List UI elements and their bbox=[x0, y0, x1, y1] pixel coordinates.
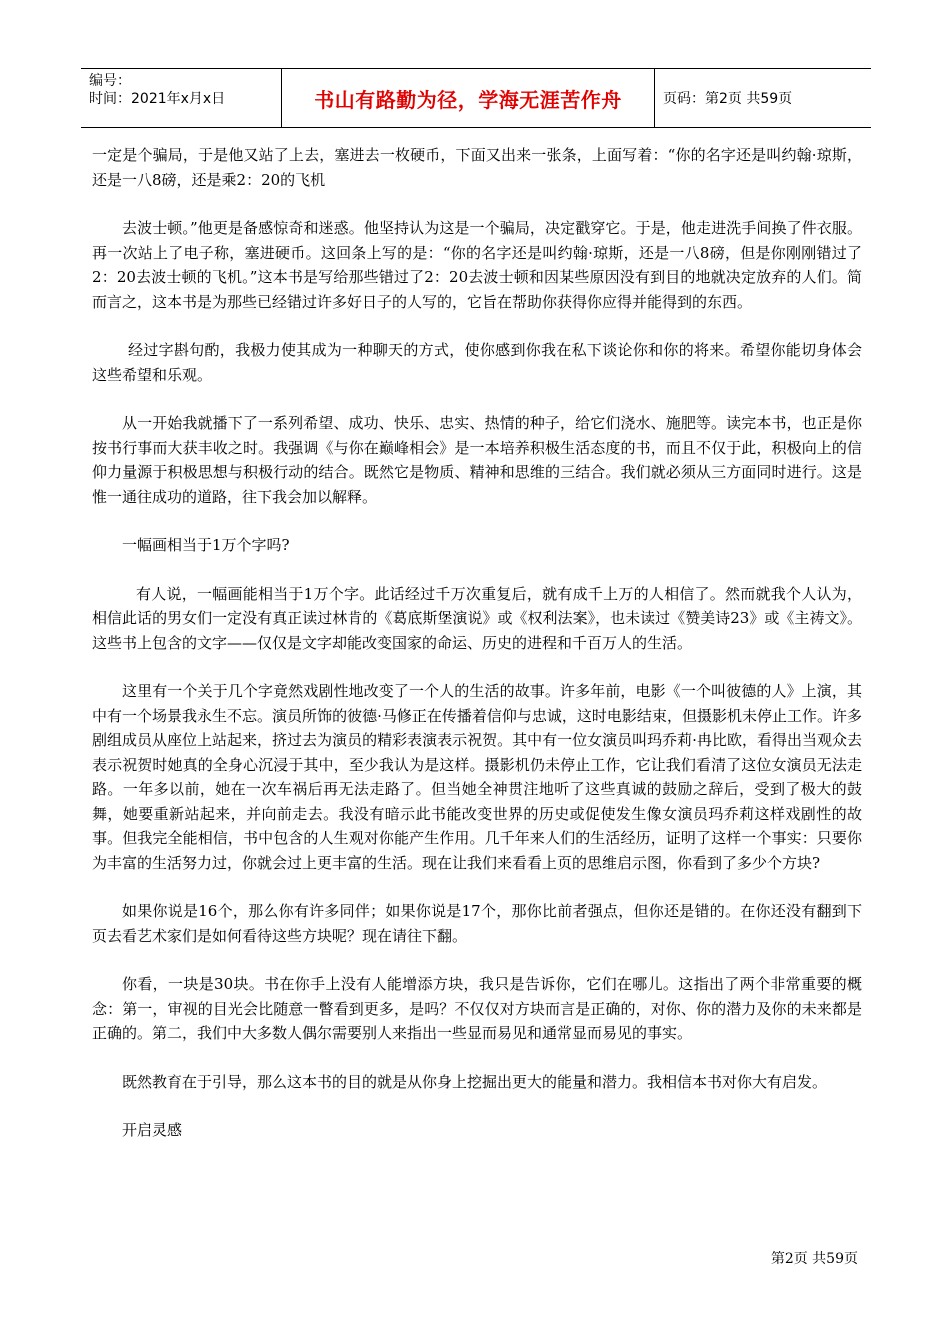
paragraph: 这里有一个关于几个字竟然戏剧性地改变了一个人的生活的故事。许多年前，电影《一个叫彼德的人》上演，其中有一个场景我永生不忘。演员所饰的彼德·马修正在传播着信仰与忠诚，这时电影结束，但摄影机未停止工作。许多剧组成员从座位上站起来，挤过去为演员的精彩表演表示祝贺。其中有一位女演员叫玛乔莉·冉比欧，看得出当观众去表示祝贺时她真的全身心沉浸于其中，至少我认为是这样。摄影机仍未停止工作，它让我们看清了这位女演员无法走路。一年多以前，她在一次车祸后再无法走路了。但当她全神贯注地听了这些真诚的鼓励之辞后，受到了极大的鼓舞，她要重新站起来，并向前走去。我没有暗示此书能改变世界的历史或促使发生像女演员玛乔莉这样戏剧性的故事。但我完全能相信，书中包含的人生观对你能产生作用。几千年来人们的生活经历，证明了这样一个事实：只要你为丰富的生活努力过，你就会过上更丰富的生活。现在让我们来看看上页的思维启示图，你看到了多少个方块? bbox=[92, 682, 862, 872]
time-label: 时间：2021年x月x日 bbox=[89, 91, 226, 107]
paragraph: 如果你说是16个，那么你有许多同伴；如果你说是17个，那你比前者强点，但你还是错的。在你还没有翻到下页去看艺术家们是如何看待这些方块呢？现在请往下翻。 bbox=[92, 902, 862, 945]
page-header bbox=[81, 68, 871, 128]
header-motto: 书山有路勤为径，学海无涯苦作舟 bbox=[314, 87, 622, 112]
header-motto-cell bbox=[281, 69, 655, 127]
number-label: 编号： bbox=[89, 73, 131, 89]
section-heading: 开启灵感 bbox=[122, 1121, 183, 1139]
header-page-cell bbox=[655, 69, 871, 127]
paragraph: 一定是个骗局，于是他又站了上去，塞进去一枚硬币，下面又出来一张条，上面写着：“你的名字还是叫约翰·琼斯，还是一八8磅，还是乘2：20的飞机 bbox=[92, 146, 862, 189]
document-body bbox=[92, 143, 862, 1167]
header-meta bbox=[81, 69, 281, 127]
paragraph: 去波士顿。”他更是备感惊奇和迷惑。他坚持认为这是一个骗局，决定戳穿它。于是，他走进洗手间换了件衣服。再一次站上了电子称，塞进硬币。这回条上写的是：“你的名字还是叫约翰·琼斯，还是一八8磅，但是你刚刚错过了2：20去波士顿的飞机。”这本书是写给那些错过了2：20去波士顿和因某些原因没有到目的地就决定放弃的人们。简而言之，这本书是为那些已经错过许多好日子的人写的，它旨在帮助你获得你应得并能得到的东西。 bbox=[92, 219, 862, 311]
page-footer: 第2页 共59页 bbox=[770, 1251, 858, 1267]
paragraph: 既然教育在于引导，那么这本书的目的就是从你身上挖掘出更大的能量和潜力。我相信本书对你大有启发。 bbox=[122, 1072, 828, 1091]
paragraph: 经过字斟句酌，我极力使其成为一种聊天的方式，使你感到你我在私下谈论你和你的将来。希望你能切身体会这些希望和乐观。 bbox=[92, 341, 862, 384]
paragraph: 从一开始我就播下了一系列希望、成功、快乐、忠实、热情的种子，给它们浇水、施肥等。读完本书，也正是你按书行事而大获丰收之时。我强调《与你在巅峰相会》是一本培养积极生活态度的书，而且不仅于此，积极向上的信仰力量源于积极思想与积极行动的结合。既然它是物质、精神和思维的三结合。我们就必须从三方面同时进行。这是惟一通往成功的道路，往下我会加以解释。 bbox=[92, 414, 862, 506]
header-page-label: 页码：第2页 共59页 bbox=[663, 91, 793, 107]
paragraph: 你看，一块是30块。书在你手上没有人能增添方块，我只是告诉你，它们在哪儿。这指出了两个非常重要的概念：第一，审视的目光会比随意一瞥看到更多，是吗？不仅仅对方块而言是正确的，对你、你的潜力及你的未来都是正确的。第二，我们中大多数人偶尔需要别人来指出一些显而易见和通常显而易见的事实。 bbox=[92, 975, 862, 1042]
paragraph: 有人说，一幅画能相当于1万个字。此话经过千万次重复后，就有成千上万的人相信了。然而就我个人认为，相信此话的男女们一定没有真正读过林肯的《葛底斯堡演说》或《权利法案》，也未读过《赞美诗23》或《主祷文》。这些书上包含的文字——仅仅是文字却能改变国家的命运、历史的进程和千百万人的生活。 bbox=[92, 584, 862, 652]
section-heading: 一幅画相当于1万个字吗? bbox=[122, 536, 290, 554]
